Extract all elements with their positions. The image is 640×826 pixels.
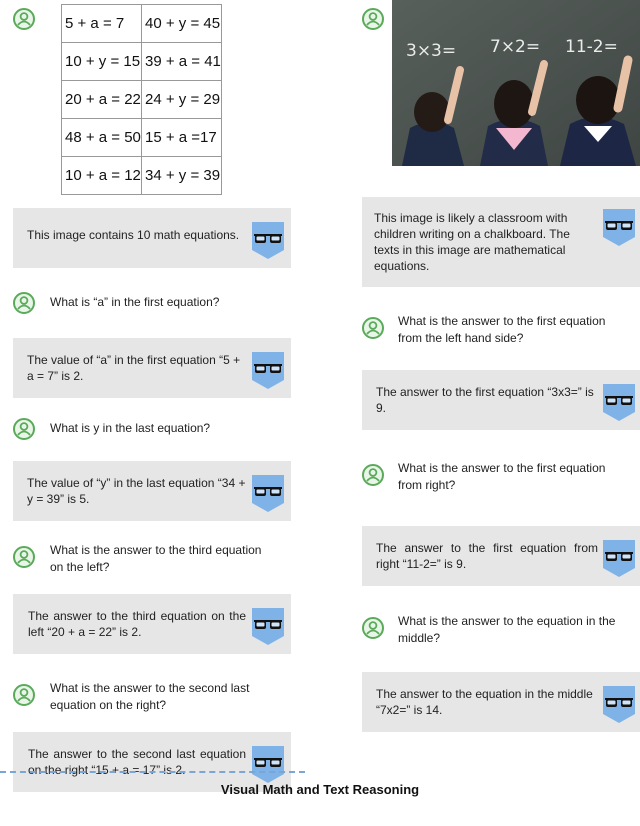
answer-bubble [13, 208, 291, 268]
table-row [62, 81, 222, 119]
question-text: What is the answer to the second last equation on the right? [50, 681, 250, 712]
answer-bubble [13, 461, 291, 521]
question-text: What is “a” in the first equation? [50, 295, 220, 309]
question-text: What is the answer to the first equation from the left hand side? [398, 314, 606, 345]
classroom-photo [392, 0, 640, 166]
user-avatar-icon [362, 317, 384, 339]
question-text: What is the answer to the third equation on the left? [50, 543, 262, 574]
answer-bubble [362, 526, 640, 586]
answer-text: The value of “y” in the last equation “34 + y = 39” is 5. [27, 476, 246, 506]
question-text: What is y in the last equation? [50, 421, 211, 435]
chalk-text: 3×3= [406, 41, 457, 61]
equations-table [61, 4, 222, 195]
user-avatar-icon [13, 292, 35, 314]
figure-caption: Visual Math and Text Reasoning [220, 782, 420, 797]
answer-text: The answer to the first equation from right “11-2=” is 9. [376, 541, 598, 571]
answer-bubble [362, 197, 640, 287]
user-avatar-icon [13, 684, 35, 706]
table-row [62, 157, 222, 195]
answer-bubble [13, 338, 291, 398]
table-row [62, 43, 222, 81]
answer-text: This image is likely a classroom with children writing on a chalkboard. The texts in this image are mathematical equations. [374, 211, 570, 273]
glasses-bot-icon [602, 538, 636, 578]
table-cell: 20 + a = 22 [62, 81, 142, 119]
answer-text: The answer to the equation in the middle “7x2=” is 14. [376, 687, 593, 717]
user-avatar-icon [362, 464, 384, 486]
glasses-bot-icon [602, 382, 636, 422]
answer-text: The answer to the second last equation on the right “15 + a = 17” is 2. [28, 747, 246, 777]
glasses-bot-icon [251, 473, 285, 513]
question-text: What is the answer to the first equation from right? [398, 461, 606, 492]
glasses-bot-icon [251, 744, 285, 784]
answer-bubble [362, 672, 640, 732]
answer-bubble [13, 594, 291, 654]
table-cell: 40 + y = 45 [142, 5, 222, 43]
glasses-bot-icon [602, 207, 636, 247]
table-cell: 24 + y = 29 [142, 81, 222, 119]
table-cell: 39 + a = 41 [142, 43, 222, 81]
answer-text: This image contains 10 math equations. [27, 228, 240, 242]
user-avatar-icon [13, 418, 35, 440]
table-cell: 10 + a = 12 [62, 157, 142, 195]
chalk-text: 7×2= [490, 37, 541, 57]
table-cell: 10 + y = 15 [62, 43, 142, 81]
question-text: What is the answer to the equation in the middle? [398, 614, 616, 645]
glasses-bot-icon [602, 684, 636, 724]
table-cell: 5 + a = 7 [62, 5, 142, 43]
chalk-text: 11-2= [565, 37, 618, 57]
glasses-bot-icon [251, 220, 285, 260]
user-avatar-icon [362, 617, 384, 639]
table-cell: 15 + a =17 [142, 119, 222, 157]
user-avatar-icon [13, 546, 35, 568]
user-avatar-icon [362, 8, 384, 30]
glasses-bot-icon [251, 350, 285, 390]
table-cell: 48 + a = 50 [62, 119, 142, 157]
table-cell: 34 + y = 39 [142, 157, 222, 195]
answer-text: The answer to the first equation “3x3=” is 9. [376, 385, 594, 415]
dashed-divider [0, 771, 305, 773]
answer-text: The answer to the third equation on the left “20 + a = 22” is 2. [28, 609, 246, 639]
table-row [62, 5, 222, 43]
table-row [62, 119, 222, 157]
answer-bubble [362, 370, 640, 430]
user-avatar-icon [13, 8, 35, 30]
answer-text: The value of “a” in the first equation “5 + a = 7” is 2. [27, 353, 241, 383]
glasses-bot-icon [251, 606, 285, 646]
